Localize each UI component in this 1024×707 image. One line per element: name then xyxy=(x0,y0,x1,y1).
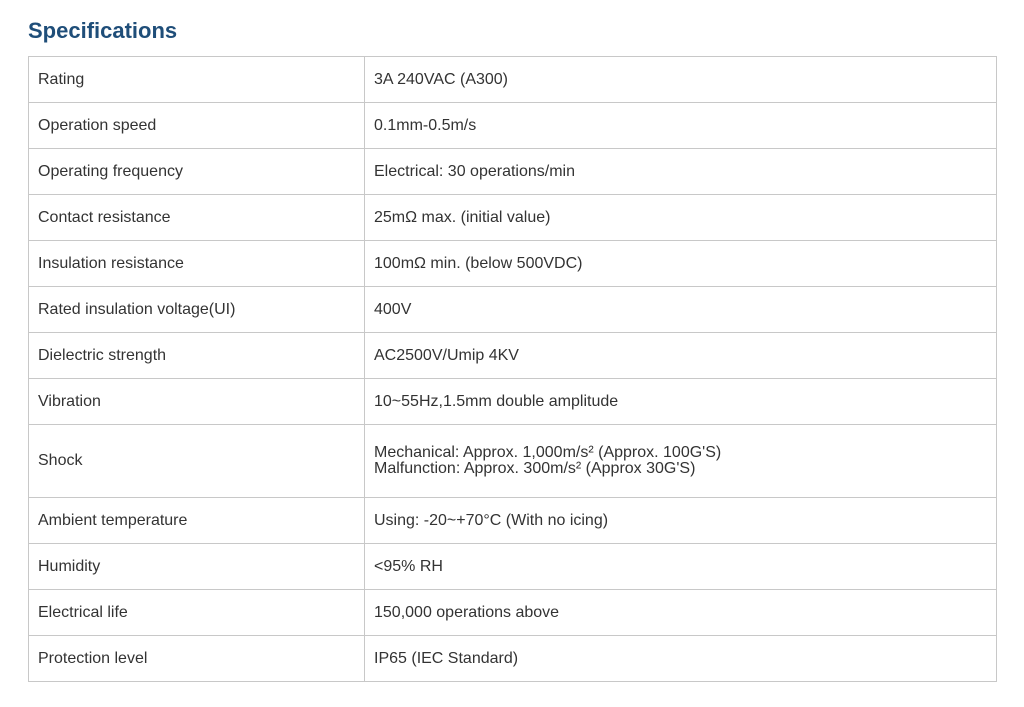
spec-label: Rating xyxy=(29,57,365,103)
spec-value xyxy=(365,425,997,498)
table-row xyxy=(29,241,997,287)
spec-label: Operating frequency xyxy=(29,149,365,195)
spec-label: Contact resistance xyxy=(29,195,365,241)
spec-value-line: Mechanical: Approx. 1,000m/s² (Approx. 100G'S) xyxy=(374,444,722,461)
spec-label: Electrical life xyxy=(29,590,365,636)
spec-value: Electrical: 30 operations/min xyxy=(365,149,997,195)
spec-value: 3A 240VAC (A300) xyxy=(365,57,997,103)
table-row xyxy=(29,57,997,103)
spec-label: Operation speed xyxy=(29,103,365,149)
table-row xyxy=(29,636,997,682)
table-row xyxy=(29,149,997,195)
spec-value: 400V xyxy=(365,287,997,333)
spec-label: Ambient temperature xyxy=(29,498,365,544)
spec-value: 100mΩ min. (below 500VDC) xyxy=(365,241,997,287)
spec-value: AC2500V/Umip 4KV xyxy=(365,333,997,379)
spec-value: 25mΩ max. (initial value) xyxy=(365,195,997,241)
spec-value: <95% RH xyxy=(365,544,997,590)
spec-label: Protection level xyxy=(29,636,365,682)
spec-value: 150,000 operations above xyxy=(365,590,997,636)
table-row xyxy=(29,333,997,379)
spec-label: Dielectric strength xyxy=(29,333,365,379)
table-row xyxy=(29,287,997,333)
table-row xyxy=(29,544,997,590)
spec-label: Shock xyxy=(29,425,365,498)
spec-value: 10~55Hz,1.5mm double amplitude xyxy=(365,379,997,425)
spec-label: Humidity xyxy=(29,544,365,590)
table-row xyxy=(29,590,997,636)
table-row xyxy=(29,379,997,425)
spec-label: Rated insulation voltage(UI) xyxy=(29,287,365,333)
spec-label: Vibration xyxy=(29,379,365,425)
table-row xyxy=(29,425,997,498)
table-row xyxy=(29,195,997,241)
spec-value-line: Malfunction: Approx. 300m/s² (Approx 30G'S) xyxy=(374,460,696,477)
spec-label: Insulation resistance xyxy=(29,241,365,287)
spec-value: Using: -20~+70°C (With no icing) xyxy=(365,498,997,544)
specifications-table xyxy=(28,56,997,682)
spec-value: 0.1mm-0.5m/s xyxy=(365,103,997,149)
table-row xyxy=(29,498,997,544)
spec-value: IP65 (IEC Standard) xyxy=(365,636,997,682)
table-row xyxy=(29,103,997,149)
section-title: Specifications xyxy=(28,18,178,43)
